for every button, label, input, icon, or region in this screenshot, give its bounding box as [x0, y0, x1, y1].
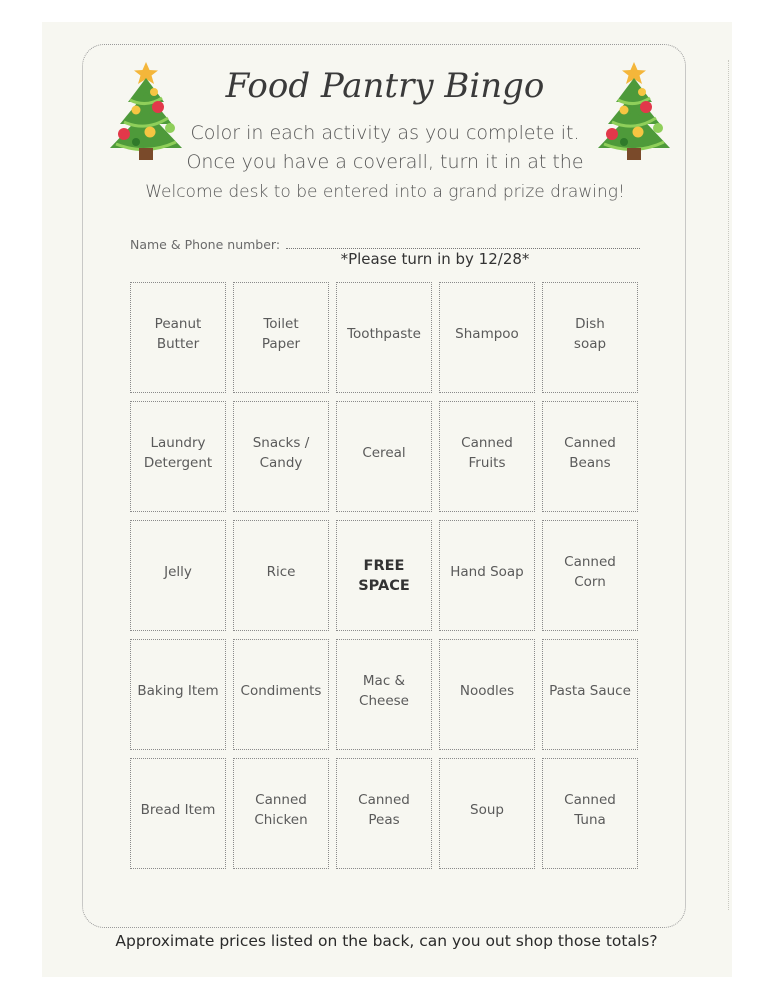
bingo-square[interactable]: [130, 401, 226, 512]
bingo-square[interactable]: [542, 758, 638, 869]
bingo-square[interactable]: [542, 639, 638, 750]
bingo-square[interactable]: [542, 282, 638, 393]
bingo-square-label: Soup: [470, 801, 504, 818]
bingo-square[interactable]: [130, 758, 226, 869]
bingo-square-label: Pasta Sauce: [549, 682, 631, 699]
instruction-line-2: Once you have a coverall, turn it in at the: [186, 151, 584, 173]
bingo-square-label: Canned Fruits: [461, 434, 513, 471]
bingo-square[interactable]: [336, 282, 432, 393]
bingo-square[interactable]: [336, 639, 432, 750]
bingo-square-label: Bread Item: [140, 801, 216, 818]
bingo-square-label: Cereal: [362, 444, 406, 461]
page-edge-line: [728, 60, 729, 910]
name-phone-label: Name & Phone number:: [130, 237, 281, 252]
instruction-line-3: Welcome desk to be entered into a grand prize drawing!: [145, 182, 625, 202]
bingo-square[interactable]: [233, 758, 329, 869]
bingo-square[interactable]: [439, 639, 535, 750]
bingo-square-label: Canned Chicken: [254, 791, 308, 828]
bingo-square-label: Baking Item: [137, 682, 219, 699]
name-phone-blank-line[interactable]: [286, 248, 640, 249]
bingo-square-label: Shampoo: [455, 325, 519, 342]
bingo-square[interactable]: [233, 639, 329, 750]
bingo-square[interactable]: [130, 639, 226, 750]
bingo-square[interactable]: [233, 282, 329, 393]
page-title: Food Pantry Bingo: [225, 66, 545, 106]
bingo-square[interactable]: [439, 401, 535, 512]
bingo-square-label: Peanut Butter: [154, 315, 202, 352]
bingo-square[interactable]: [439, 282, 535, 393]
bingo-square[interactable]: [336, 758, 432, 869]
bingo-square-label: Canned Corn: [564, 553, 616, 590]
bingo-square[interactable]: [233, 401, 329, 512]
bingo-square-label: Mac & Cheese: [359, 672, 409, 709]
bingo-square-label: Toothpaste: [347, 325, 421, 342]
instruction-line-1: Color in each activity as you complete it.: [190, 122, 580, 144]
bingo-square[interactable]: [336, 401, 432, 512]
bingo-square-label: Canned Peas: [358, 791, 410, 828]
bingo-square[interactable]: [130, 520, 226, 631]
bingo-square-label: Snacks / Candy: [252, 434, 310, 471]
bingo-grid: [130, 282, 638, 869]
bingo-square[interactable]: [542, 520, 638, 631]
bingo-square-label: Laundry Detergent: [143, 434, 213, 471]
bingo-square-label: Jelly: [164, 563, 192, 580]
bingo-square[interactable]: [542, 401, 638, 512]
bingo-square-label: Canned Beans: [564, 434, 616, 471]
bingo-square-label: Condiments: [240, 682, 322, 699]
bingo-square-label: Dish soap: [573, 315, 607, 352]
bingo-square[interactable]: [130, 282, 226, 393]
bingo-square-label: Toilet Paper: [261, 315, 301, 352]
free-space-label: FREE SPACE: [358, 557, 410, 594]
bingo-square-label: Hand Soap: [450, 563, 524, 580]
bingo-square-label: Noodles: [459, 682, 515, 699]
footer-note: Approximate prices listed on the back, can you out shop those totals?: [115, 932, 658, 950]
bingo-square-label: Rice: [266, 563, 296, 580]
bingo-square-label: Canned Tuna: [564, 791, 616, 828]
bingo-square[interactable]: [233, 520, 329, 631]
bingo-square[interactable]: [439, 758, 535, 869]
free-space-square[interactable]: [336, 520, 432, 631]
deadline-note: *Please turn in by 12/28*: [340, 250, 530, 268]
bingo-square[interactable]: [439, 520, 535, 631]
